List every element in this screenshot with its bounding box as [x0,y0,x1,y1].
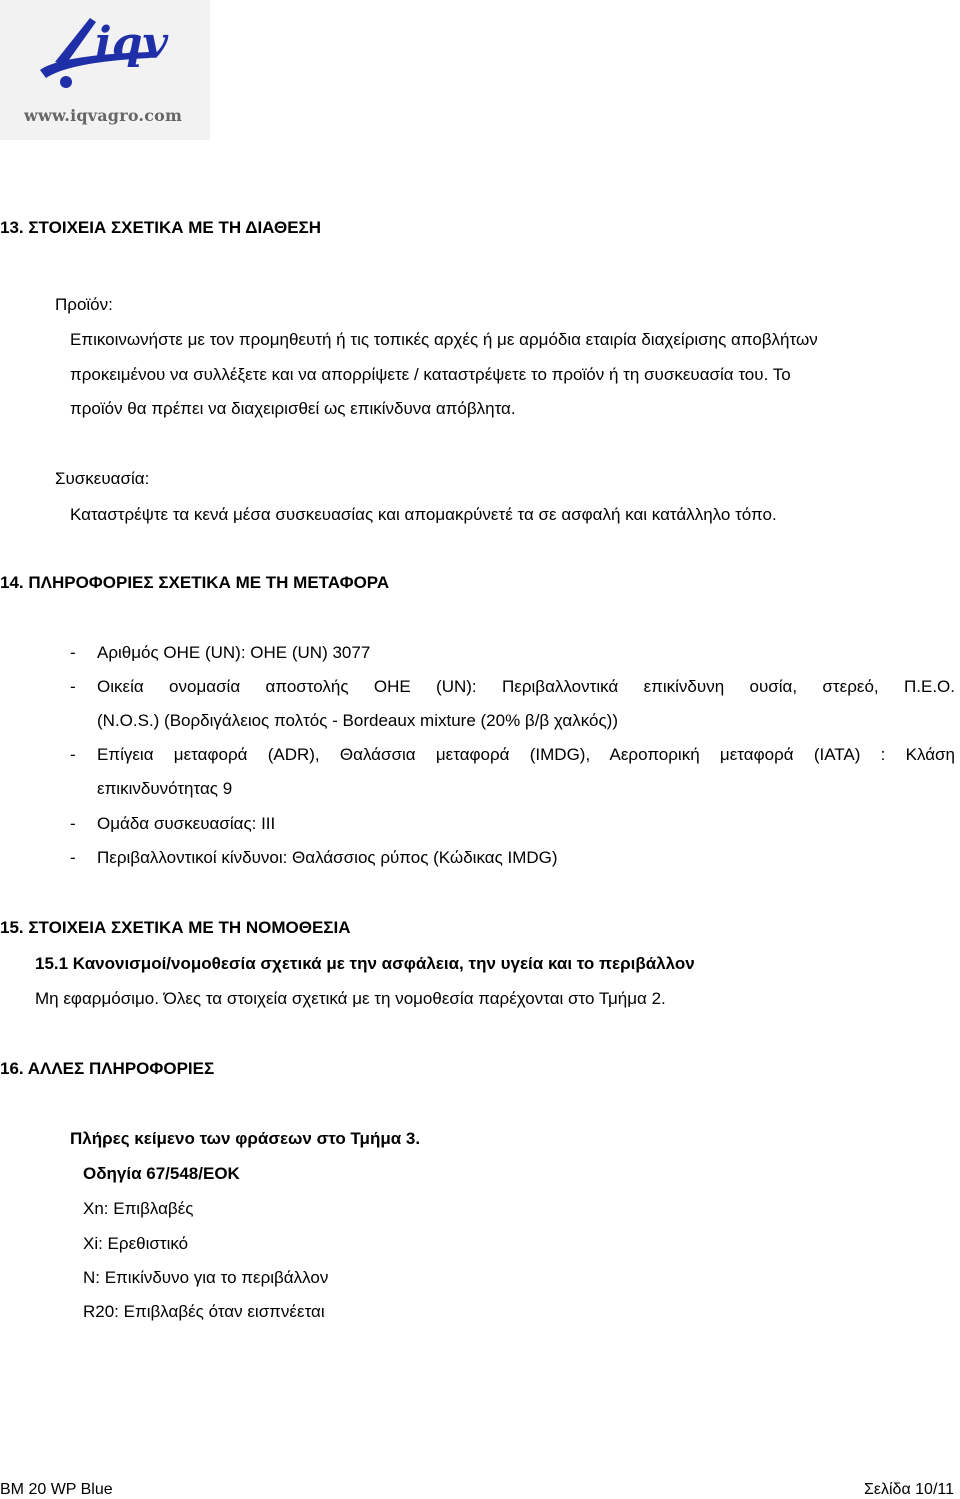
product-line: προϊόν θα πρέπει να διαχειρισθεί ως επικίνδυνα απόβλητα. [70,399,516,418]
section-15-heading: 15. ΣΤΟΙΧΕΙΑ ΣΧΕΤΙΚΑ ΜΕ ΤΗ ΝΟΜΟΘΕΣΙΑ [0,918,351,937]
section-14-heading: 14. ΠΛΗΡΟΦΟΡΙΕΣ ΣΧΕΤΙΚΑ ΜΕ ΤΗ ΜΕΤΑΦΟΡΑ [0,573,390,592]
company-logo [0,0,210,140]
phrase-item: R20: Επιβλαβές όταν εισπνέεται [83,1302,325,1321]
product-line: Επικοινωνήστε με τον προμηθευτή ή τις τοπικές αρχές ή με αρμόδια εταιρία διαχείρισης αποβλήτων [70,330,818,349]
phrases-heading: Πλήρες κείμενο των φράσεων στο Τμήμα 3. [70,1129,421,1148]
phrase-item: Xn: Επιβλαβές [83,1199,194,1218]
product-label: Προϊόν: [55,295,113,314]
directive-heading: Οδηγία 67/548/ΕΟΚ [83,1164,240,1183]
packaging-label: Συσκευασία: [55,469,150,488]
transport-item: Περιβαλλοντικοί κίνδυνοι: Θαλάσσιος ρύπος (Κώδικας IMDG) [97,848,558,867]
phrase-item: Xi: Ερεθιστικό [83,1234,189,1253]
list-bullet: - [70,848,76,867]
legislation-text: Μη εφαρμόσιμο. Όλες τα στοιχεία σχετικά με τη νομοθεσία παρέχονται στο Τμήμα 2. [35,989,666,1008]
transport-item: Επίγεια μεταφορά (ADR), Θαλάσσια μεταφορά (IMDG), Αεροπορική μεταφορά (IATA) : Κλάση [97,745,955,764]
transport-item-continued: επικινδυνότητας 9 [97,779,233,798]
phrase-item: N: Επικίνδυνο για το περιβάλλον [83,1268,329,1287]
transport-item-continued: (N.O.S.) (Βορδιγάλειος πολτός - Bordeaux mixture (20% β/β χαλκός)) [97,711,618,730]
list-bullet: - [70,643,76,662]
transport-item: Αριθμός ΟΗΕ (UN): ΟΗΕ (UN) 3077 [97,643,371,662]
footer-product: BM 20 WP Blue [0,1481,113,1498]
logo-text: iqv [95,18,169,69]
logo-url: www.iqvagro.com [24,106,183,125]
transport-item: Οικεία ονομασία αποστολής ΟΗΕ (UN): Περιβαλλοντικά επικίνδυνη ουσία, στερεό, Π.Ε.Ο. [97,677,955,696]
transport-item: Ομάδα συσκευασίας: III [97,814,276,833]
section-13-heading: 13. ΣΤΟΙΧΕΙΑ ΣΧΕΤΙΚΑ ΜΕ ΤΗ ΔΙΑΘΕΣΗ [0,218,322,237]
section-16-heading: 16. ΑΛΛΕΣ ΠΛΗΡΟΦΟΡΙΕΣ [0,1059,215,1078]
logo-mark [0,0,210,110]
list-bullet: - [70,745,76,764]
list-bullet: - [70,677,76,696]
section-15-subheading: 15.1 Κανονισμοί/νομοθεσία σχετικά με την ασφάλεια, την υγεία και το περιβάλλον [35,954,695,973]
product-line: προκειμένου να συλλέξετε και να απορρίψετε / καταστρέψετε το προϊόν ή τη συσκευασία του. Το [70,365,791,384]
packaging-text: Καταστρέψτε τα κενά μέσα συσκευασίας και απομακρύνετέ τα σε ασφαλή και κατάλληλο τόπο. [70,505,777,524]
footer-page-number: Σελίδα 10/11 [863,1481,954,1498]
list-bullet: - [70,814,76,833]
